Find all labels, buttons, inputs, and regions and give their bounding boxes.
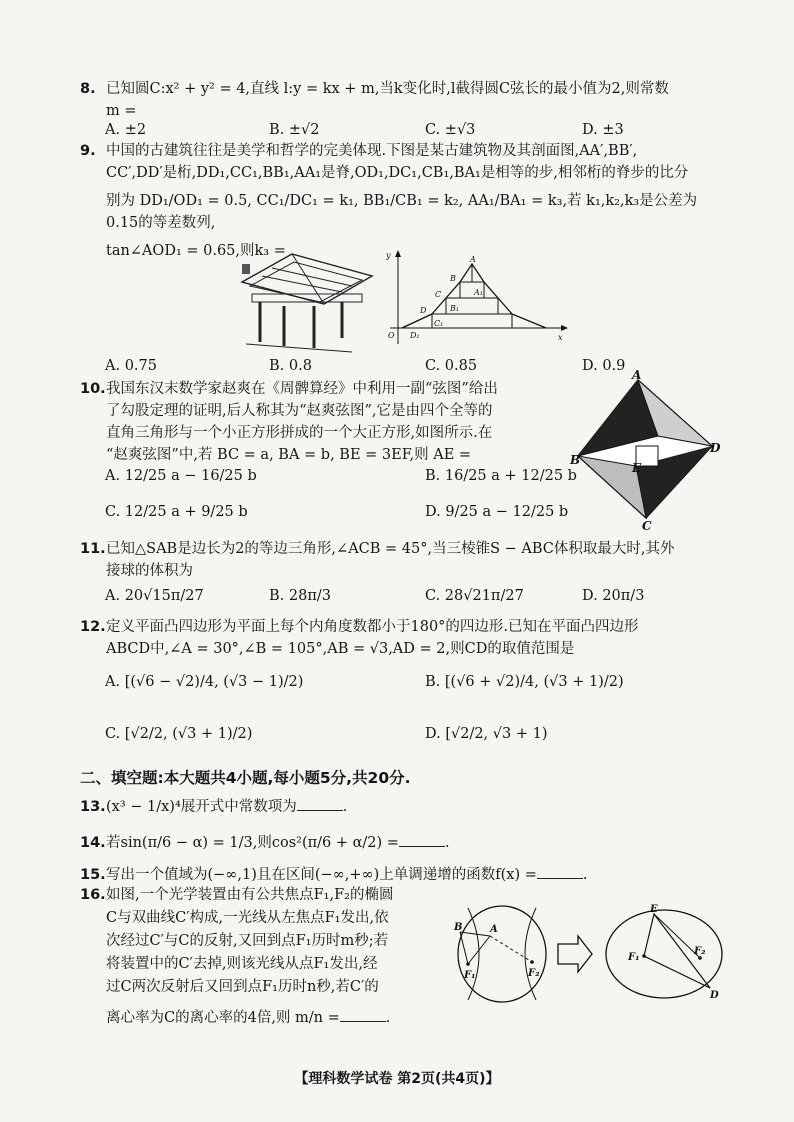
question-text: “赵爽弦图”中,若 BC = a, BA = b, BE = 3EF,则 AE =: [106, 447, 472, 463]
option-b[interactable]: B. ±√2: [269, 122, 320, 138]
option-d[interactable]: D. ±3: [582, 122, 624, 138]
question-8: [80, 78, 720, 122]
answer-blank[interactable]: [340, 1007, 386, 1022]
question-9: [80, 140, 720, 262]
optical-device-figure: [454, 898, 726, 1010]
question-16: 16.如图,一个光学装置由有公共焦点F₁,F₂的椭圆 C与双曲线C′构成,一光线从左焦点F₁发出,依 次经过C′与C的反射,又回到点F₁历时m秒;若 将装置中的C′去掉,则该光线从点F₁发出,经 过C两次反射后又回到点F₁历时n秒,若C′的 离心率为C的离心率的4倍,则 m/n = .: [80, 884, 460, 1030]
option-b[interactable]: B. 16/25 a + 12/25 b: [425, 468, 577, 484]
fig9-label: B₁: [450, 304, 460, 313]
fig9-label: y: [386, 251, 391, 260]
question-number: 10.: [80, 381, 106, 397]
fig9-label: x: [558, 333, 563, 342]
fig16-label: D: [710, 990, 719, 1001]
option-a[interactable]: A. 12/25 a − 16/25 b: [105, 468, 257, 484]
cross-section-figure: [380, 248, 570, 348]
option-b[interactable]: B. [(√6 + √2)/4, (√3 + 1)/2): [425, 674, 624, 690]
question-number: 8.: [80, 81, 96, 97]
question-text: 定义平面凸四边形为平面上每个内角度数都小于180°的四边形.已知在平面凸四边形: [106, 619, 639, 635]
fig16-label: A: [490, 924, 498, 935]
option-c[interactable]: C. 12/25 a + 9/25 b: [105, 504, 248, 520]
option-a[interactable]: A. ±2: [105, 122, 147, 138]
question-text: 了勾股定理的证明,后人称其为“赵爽弦图”,它是由四个全等的: [106, 403, 493, 419]
fig9-label: B: [450, 274, 456, 283]
answer-blank[interactable]: [399, 832, 445, 847]
answer-blank[interactable]: [297, 796, 343, 811]
question-text: m =: [106, 103, 137, 119]
option-c[interactable]: C. 0.85: [425, 358, 478, 374]
question-text: 过C两次反射后又回到点F₁历时n秒,若C′的: [106, 979, 379, 995]
ancient-building-figure: [232, 246, 382, 354]
question-text: 次经过C′与C的反射,又回到点F₁历时m秒;若: [106, 933, 389, 949]
fig9-label: O: [388, 331, 395, 340]
question-number: 11.: [80, 541, 106, 557]
fig10-label: A: [632, 368, 642, 382]
fig9-label: A: [470, 255, 476, 264]
option-c[interactable]: C. ±√3: [425, 122, 476, 138]
option-d[interactable]: D. 0.9: [582, 358, 626, 374]
question-number: 9.: [80, 143, 96, 159]
question-15: 15.写出一个值域为(−∞,1)且在区间(−∞,+∞)上单调递增的函数f(x) = .: [80, 864, 720, 886]
fig16-label: E: [650, 904, 658, 915]
option-c[interactable]: C. [√2/2, (√3 + 1)/2): [105, 726, 253, 742]
option-c[interactable]: C. 28√21π/27: [425, 588, 524, 604]
question-text: 我国东汉末数学家赵爽在《周髀算经》中利用一副“弦图”给出: [106, 381, 498, 397]
option-d[interactable]: D. 9/25 a − 12/25 b: [425, 504, 569, 520]
question-text: CC′,DD′是桁,DD₁,CC₁,BB₁,AA₁是脊,OD₁,DC₁,CB₁,BA₁是相等的步,相邻桁的脊步的比分: [106, 165, 689, 181]
option-a[interactable]: A. [(√6 − √2)/4, (√3 − 1)/2): [105, 674, 304, 690]
options-10-row1: [105, 468, 725, 490]
option-a[interactable]: A. 20√15π/27: [105, 588, 204, 604]
fig9-label: A₁: [474, 288, 483, 297]
fig16-label: B: [454, 922, 463, 933]
option-a[interactable]: A. 0.75: [105, 358, 157, 374]
question-text: 已知圆C:x² + y² = 4,直线 l:y = kx + m,当k变化时,l截得圆C弦长的最小值为2,则常数: [106, 81, 669, 97]
option-d[interactable]: D. 20π/3: [582, 588, 645, 604]
option-b[interactable]: B. 0.8: [269, 358, 312, 374]
question-text: C与双曲线C′构成,一光线从左焦点F₁发出,依: [106, 910, 389, 926]
question-text: 如图,一个光学装置由有公共焦点F₁,F₂的椭圆: [106, 887, 394, 903]
question-text: 中国的古建筑往往是美学和哲学的完美体现.下图是某古建筑物及其剖面图,AA′,BB′,: [106, 143, 638, 159]
question-text: 若sin(π/6 − α) = 1/3,则cos²(π/6 + α/2) =: [106, 835, 399, 851]
question-text: (x³ − 1/x)⁴展开式中常数项为: [106, 799, 297, 815]
section-title: 二、填空题:本大题共4小题,每小题5分,共20分.: [80, 769, 411, 787]
options-12-row1: [105, 674, 725, 696]
fig16-label: F₁: [628, 952, 640, 963]
options-11: [105, 588, 725, 610]
fig10-label: C: [642, 519, 652, 533]
options-10-row2: [105, 504, 725, 526]
question-number: 15.: [80, 867, 106, 883]
question-number: 12.: [80, 619, 106, 635]
page-footer: 【理科数学试卷 第2页(共4页)】: [294, 1071, 500, 1087]
fig9-label: C₁: [434, 319, 444, 328]
question-text: 接球的体积为: [106, 563, 193, 579]
fig9-label: C: [435, 290, 442, 299]
option-d[interactable]: D. [√2/2, √3 + 1): [425, 726, 548, 742]
question-text: 已知△SAB是边长为2的等边三角形,∠ACB = 45°,当三棱锥S − ABC体积取最大时,其外: [106, 541, 675, 557]
options-12-row2: [105, 726, 725, 748]
fig16-label: F₁: [464, 970, 476, 981]
question-12: [80, 616, 720, 660]
fig10-label: E: [632, 461, 642, 475]
question-13: 13.(x³ − 1/x)⁴展开式中常数项为 .: [80, 796, 720, 818]
question-number: 13.: [80, 799, 106, 815]
question-11: [80, 538, 720, 582]
fig9-label: D₁: [410, 331, 420, 340]
fig10-label: D: [710, 441, 721, 455]
question-text: 离心率为C的离心率的4倍,则 m/n =: [106, 1010, 340, 1026]
option-b[interactable]: B. 28π/3: [269, 588, 331, 604]
question-text: tan∠AOD₁ = 0.65,则k₃ =: [106, 243, 286, 259]
fig10-label: B: [570, 453, 581, 467]
question-text: 直角三角形与一个小正方形拼成的一个大正方形,如图所示.在: [106, 425, 493, 441]
question-text: 别为 DD₁/OD₁ = 0.5, CC₁/DC₁ = k₁, BB₁/CB₁ = k₂, AA₁/BA₁ = k₃,若 k₁,k₂,k₃是公差为0.15的等差数列,: [106, 193, 698, 231]
fig16-label: F₂: [528, 968, 540, 979]
question-number: 16.: [80, 887, 106, 903]
question-text: ABCD中,∠A = 30°,∠B = 105°,AB = √3,AD = 2,则CD的取值范围是: [106, 641, 575, 657]
fig16-label: F₂: [694, 946, 706, 957]
question-10: [80, 378, 580, 466]
question-text: 写出一个值域为(−∞,1)且在区间(−∞,+∞)上单调递增的函数f(x) =: [106, 867, 537, 883]
question-14: 14.若sin(π/6 − α) = 1/3,则cos²(π/6 + α/2) = .: [80, 832, 720, 854]
fig9-label: D: [420, 306, 427, 315]
answer-blank[interactable]: [537, 864, 583, 879]
question-text: 将装置中的C′去掉,则该光线从点F₁发出,经: [106, 956, 378, 972]
question-number: 14.: [80, 835, 106, 851]
